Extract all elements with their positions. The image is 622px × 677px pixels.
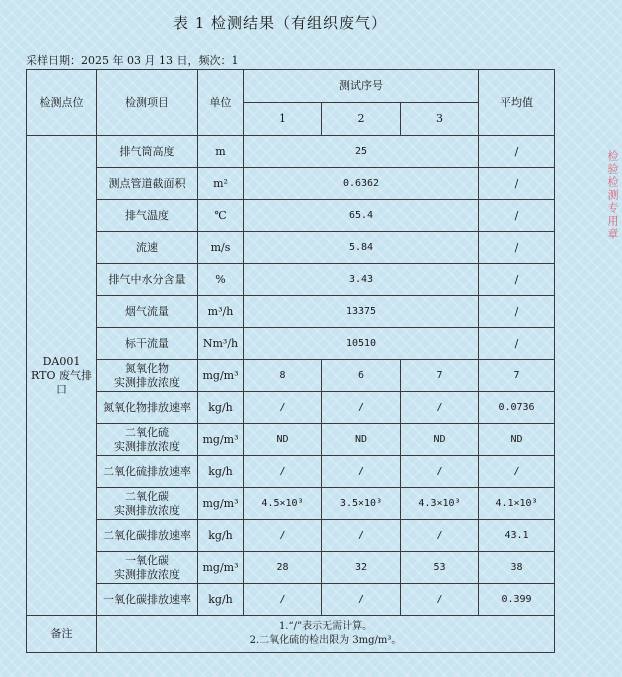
value-cell-1: /: [244, 456, 322, 488]
avg-cell: 38: [479, 552, 555, 584]
value-cell-2: 32: [322, 552, 401, 584]
unit-cell: ℃: [198, 200, 244, 232]
value-cell-1: 4.5×10³: [244, 488, 322, 520]
item-cell: 二氧化碳排放速率: [97, 520, 198, 552]
table-row: [27, 328, 555, 360]
item-cell: 排气筒高度: [97, 136, 198, 168]
unit-cell: Nm³/h: [198, 328, 244, 360]
item-cell: 二氧化硫排放速率: [97, 456, 198, 488]
avg-cell: /: [479, 264, 555, 296]
unit-cell: kg/h: [198, 584, 244, 616]
item-line2: 实测排放浓度: [114, 503, 180, 517]
merged-value-cell: 25: [244, 136, 479, 168]
avg-cell: /: [479, 296, 555, 328]
value-cell-2: /: [322, 456, 401, 488]
unit-cell: mg/m³: [198, 424, 244, 456]
table-row: [27, 392, 555, 424]
table-row: [27, 488, 555, 520]
item-line1: 氮氧化物: [125, 361, 169, 375]
item-line2: 实测排放浓度: [114, 375, 180, 389]
table-row: [27, 424, 555, 456]
merged-value-cell: 3.43: [244, 264, 479, 296]
unit-cell: kg/h: [198, 456, 244, 488]
table-row: [27, 136, 555, 168]
item-cell: 标干流量: [97, 328, 198, 360]
table-row: [27, 552, 555, 584]
item-cell: [97, 360, 198, 392]
header-test-no: 测试序号: [244, 70, 479, 103]
value-cell-1: 28: [244, 552, 322, 584]
table-row: [27, 168, 555, 200]
notes-label: 备注: [27, 616, 97, 653]
merged-value-cell: 10510: [244, 328, 479, 360]
item-cell: 测点管道截面积: [97, 168, 198, 200]
value-cell-1: ND: [244, 424, 322, 456]
item-cell: 排气温度: [97, 200, 198, 232]
value-cell-1: /: [244, 392, 322, 424]
unit-cell: kg/h: [198, 392, 244, 424]
avg-cell: 7: [479, 360, 555, 392]
value-cell-2: 6: [322, 360, 401, 392]
notes-content: [97, 616, 555, 653]
item-line2: 实测排放浓度: [114, 439, 180, 453]
value-cell-2: /: [322, 392, 401, 424]
sampling-info: 采样日期：2025 年 03 月 13 日，频次：1: [26, 54, 239, 67]
item-cell: 一氧化碳排放速率: [97, 584, 198, 616]
notes-row: [27, 616, 555, 653]
avg-cell: /: [479, 168, 555, 200]
value-cell-3: 53: [401, 552, 479, 584]
note-line-1: 1.“/”表示无需计算。: [278, 621, 373, 632]
merged-value-cell: 13375: [244, 296, 479, 328]
value-cell-3: 4.3×10³: [401, 488, 479, 520]
merged-value-cell: 0.6362: [244, 168, 479, 200]
avg-cell: /: [479, 328, 555, 360]
page-title: 表 1 检测结果（有组织废气）: [172, 14, 388, 32]
table-row: [27, 520, 555, 552]
table-row: [27, 584, 555, 616]
value-cell-3: /: [401, 456, 479, 488]
unit-cell: kg/h: [198, 520, 244, 552]
item-cell: 流速: [97, 232, 198, 264]
value-cell-3: /: [401, 520, 479, 552]
unit-cell: mg/m³: [198, 360, 244, 392]
item-cell: 氮氧化物排放速率: [97, 392, 198, 424]
header-point: 检测点位: [27, 70, 97, 136]
merged-value-cell: 5.84: [244, 232, 479, 264]
unit-cell: m/s: [198, 232, 244, 264]
note-line-2: 2.二氧化硫的检出限为 3mg/m³。: [249, 635, 402, 646]
value-cell-1: 8: [244, 360, 322, 392]
header-n3: 3: [401, 103, 479, 136]
value-cell-2: /: [322, 584, 401, 616]
item-line1: 一氧化碳: [125, 553, 169, 567]
value-cell-3: /: [401, 392, 479, 424]
item-cell: 烟气流量: [97, 296, 198, 328]
item-cell: 排气中水分含量: [97, 264, 198, 296]
header-unit: 单位: [198, 70, 244, 136]
table-row: [27, 200, 555, 232]
unit-cell: mg/m³: [198, 488, 244, 520]
value-cell-3: /: [401, 584, 479, 616]
unit-cell: m: [198, 136, 244, 168]
value-cell-3: ND: [401, 424, 479, 456]
table-row: [27, 232, 555, 264]
table-row: [27, 456, 555, 488]
avg-cell: 43.1: [479, 520, 555, 552]
unit-cell: %: [198, 264, 244, 296]
header-n2: 2: [322, 103, 401, 136]
item-cell: [97, 552, 198, 584]
value-cell-2: ND: [322, 424, 401, 456]
value-cell-2: /: [322, 520, 401, 552]
table-row: [27, 296, 555, 328]
unit-cell: m³/h: [198, 296, 244, 328]
avg-cell: /: [479, 136, 555, 168]
item-cell: [97, 424, 198, 456]
avg-cell: /: [479, 232, 555, 264]
avg-cell: 4.1×10³: [479, 488, 555, 520]
value-cell-3: 7: [401, 360, 479, 392]
point-cell: [27, 136, 97, 616]
avg-cell: /: [479, 456, 555, 488]
item-cell: [97, 488, 198, 520]
item-line2: 实测排放浓度: [114, 567, 180, 581]
unit-cell: m²: [198, 168, 244, 200]
avg-cell: 0.399: [479, 584, 555, 616]
item-line1: 二氧化碳: [125, 489, 169, 503]
header-item: 检测项目: [97, 70, 198, 136]
merged-value-cell: 65.4: [244, 200, 479, 232]
point-name: RTO 废气排口: [31, 368, 92, 396]
value-cell-1: /: [244, 584, 322, 616]
header-avg: 平均值: [479, 70, 555, 136]
unit-cell: mg/m³: [198, 552, 244, 584]
item-line1: 二氧化硫: [125, 425, 169, 439]
red-seal-stamp: 检验检测专用章: [606, 150, 619, 241]
avg-cell: ND: [479, 424, 555, 456]
table-row: [27, 360, 555, 392]
value-cell-2: 3.5×10³: [322, 488, 401, 520]
point-id: DA001: [42, 354, 81, 368]
avg-cell: 0.0736: [479, 392, 555, 424]
avg-cell: /: [479, 200, 555, 232]
header-n1: 1: [244, 103, 322, 136]
value-cell-1: /: [244, 520, 322, 552]
results-table: [26, 69, 555, 653]
table-row: [27, 264, 555, 296]
